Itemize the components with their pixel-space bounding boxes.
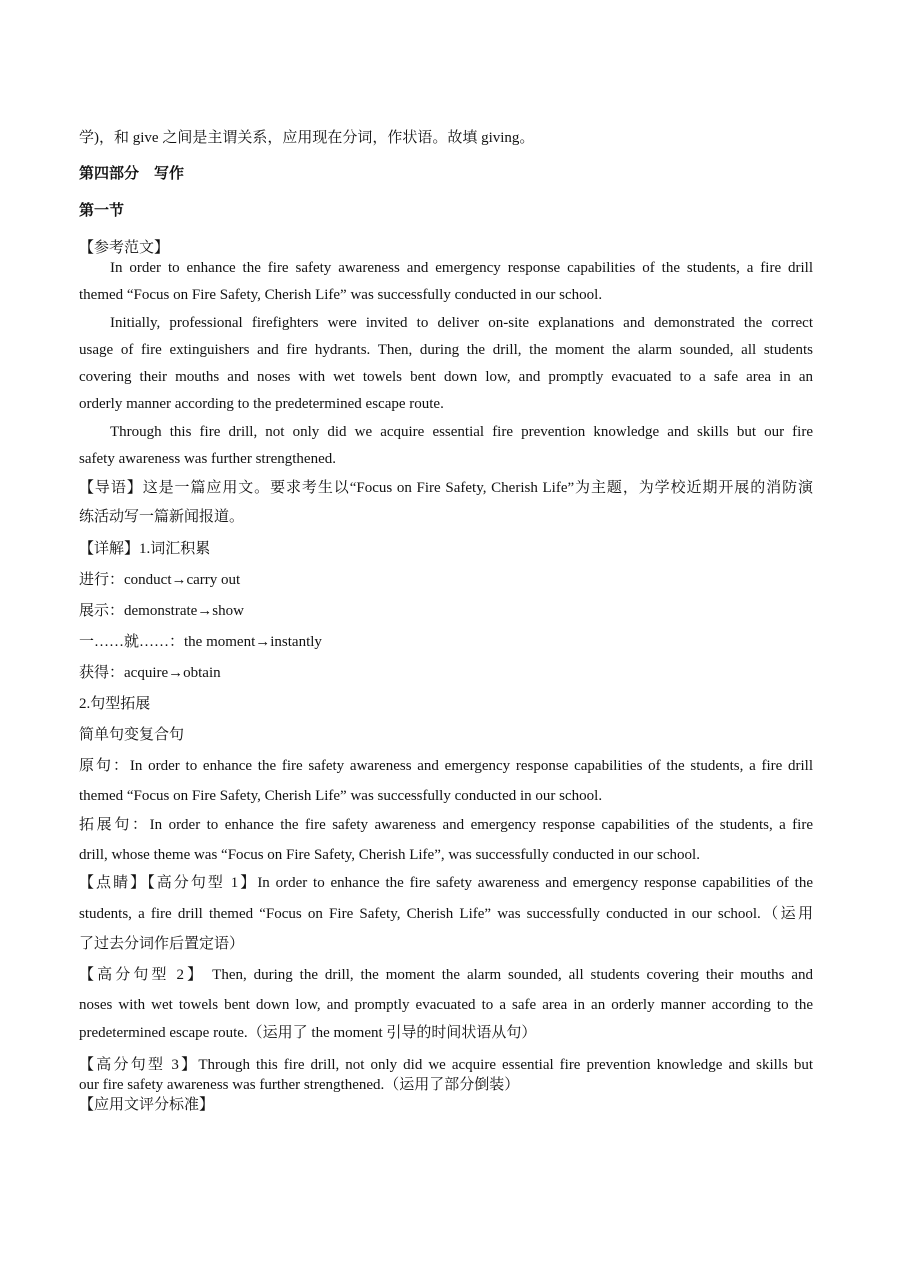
intro-line: 【导语】这是一篇应用文。要求考生以“Focus on Fire Safety, Cherish Life”为主题，为学校近期开展的消防演 bbox=[79, 480, 813, 496]
vocab-item: 一……就……：the moment→instantly bbox=[79, 634, 322, 650]
expanded-sentence: drill, whose theme was “Focus on Fire Safety, Cherish Life”, was successfully conducted in our school. bbox=[79, 847, 700, 863]
essay-line: Initially, professional firefighters were invited to deliver on-site explanations and demonstrated the correct bbox=[110, 315, 813, 331]
section-heading: 第四部分 写作 bbox=[79, 166, 185, 182]
pattern-heading: 2.句型拓展 bbox=[79, 696, 151, 712]
essay-line: usage of fire extinguishers and fire hydrants. Then, during the drill, the moment the alarm sounded, all students bbox=[79, 342, 813, 358]
vocab-item: 获得：acquire→obtain bbox=[79, 665, 221, 681]
scoring-criteria-heading: 【应用文评分标准】 bbox=[79, 1097, 215, 1113]
highlight-3: our fire safety awareness was further strengthened.（运用了部分倒装） bbox=[79, 1077, 520, 1093]
essay-line: In order to enhance the fire safety awareness and emergency response capabilities of the students, a fire drill bbox=[110, 260, 813, 276]
vocab-item: 进行：conduct→carry out bbox=[79, 572, 241, 588]
highlight-3: 【高分句型 3】Through this fire drill, not only did we acquire essential fire prevention knowledge and skills but bbox=[79, 1057, 813, 1073]
model-essay-label: 【参考范文】 bbox=[79, 240, 170, 256]
expanded-sentence: 拓展句：In order to enhance the fire safety awareness and emergency response capabilities of the students, a fire bbox=[79, 817, 813, 833]
essay-line: covering their mouths and noses with wet towels bent down low, and promptly evacuated to a safe area in an bbox=[79, 369, 813, 385]
vocab-item: 展示：demonstrate→show bbox=[79, 603, 244, 619]
essay-line: safety awareness was further strengthened. bbox=[79, 451, 336, 467]
essay-line: themed “Focus on Fire Safety, Cherish Life” was successfully conducted in our school. bbox=[79, 287, 603, 303]
intro-line: 练活动写一篇新闻报道。 bbox=[79, 509, 245, 525]
original-sentence: 原句：In order to enhance the fire safety awareness and emergency response capabilities of the students, a fire drill bbox=[79, 758, 813, 774]
highlight-1: students, a fire drill themed “Focus on Fire Safety, Cherish Life” was successfully conducted in our school.（运用 bbox=[79, 906, 813, 922]
highlight-2: predetermined escape route.（运用了 the moment 引导的时间状语从句） bbox=[79, 1025, 537, 1041]
highlight-1: 【点睛】【高分句型 1】In order to enhance the fire safety awareness and emergency response capabilities of the bbox=[79, 875, 813, 891]
line-1: 学)，和 give 之间是主谓关系，应用现在分词，作状语。故填 giving。 bbox=[79, 130, 535, 146]
essay-line: orderly manner according to the predetermined escape route. bbox=[79, 396, 444, 412]
highlight-2: noses with wet towels bent down low, and promptly evacuated to a safe area in an orderly manner according to the bbox=[79, 997, 813, 1013]
pattern-subheading: 简单句变复合句 bbox=[79, 727, 185, 743]
essay-line: Through this fire drill, not only did we acquire essential fire prevention knowledge and skills but our fire bbox=[110, 424, 813, 440]
subsection-heading: 第一节 bbox=[79, 203, 125, 219]
original-sentence: themed “Focus on Fire Safety, Cherish Life” was successfully conducted in our school. bbox=[79, 788, 603, 804]
explanation-heading: 【详解】1.词汇积累 bbox=[79, 541, 211, 557]
highlight-1: 了过去分词作后置定语） bbox=[79, 936, 245, 952]
highlight-2: 【高分句型 2】 Then, during the drill, the moment the alarm sounded, all students covering their mouths and bbox=[79, 967, 813, 983]
